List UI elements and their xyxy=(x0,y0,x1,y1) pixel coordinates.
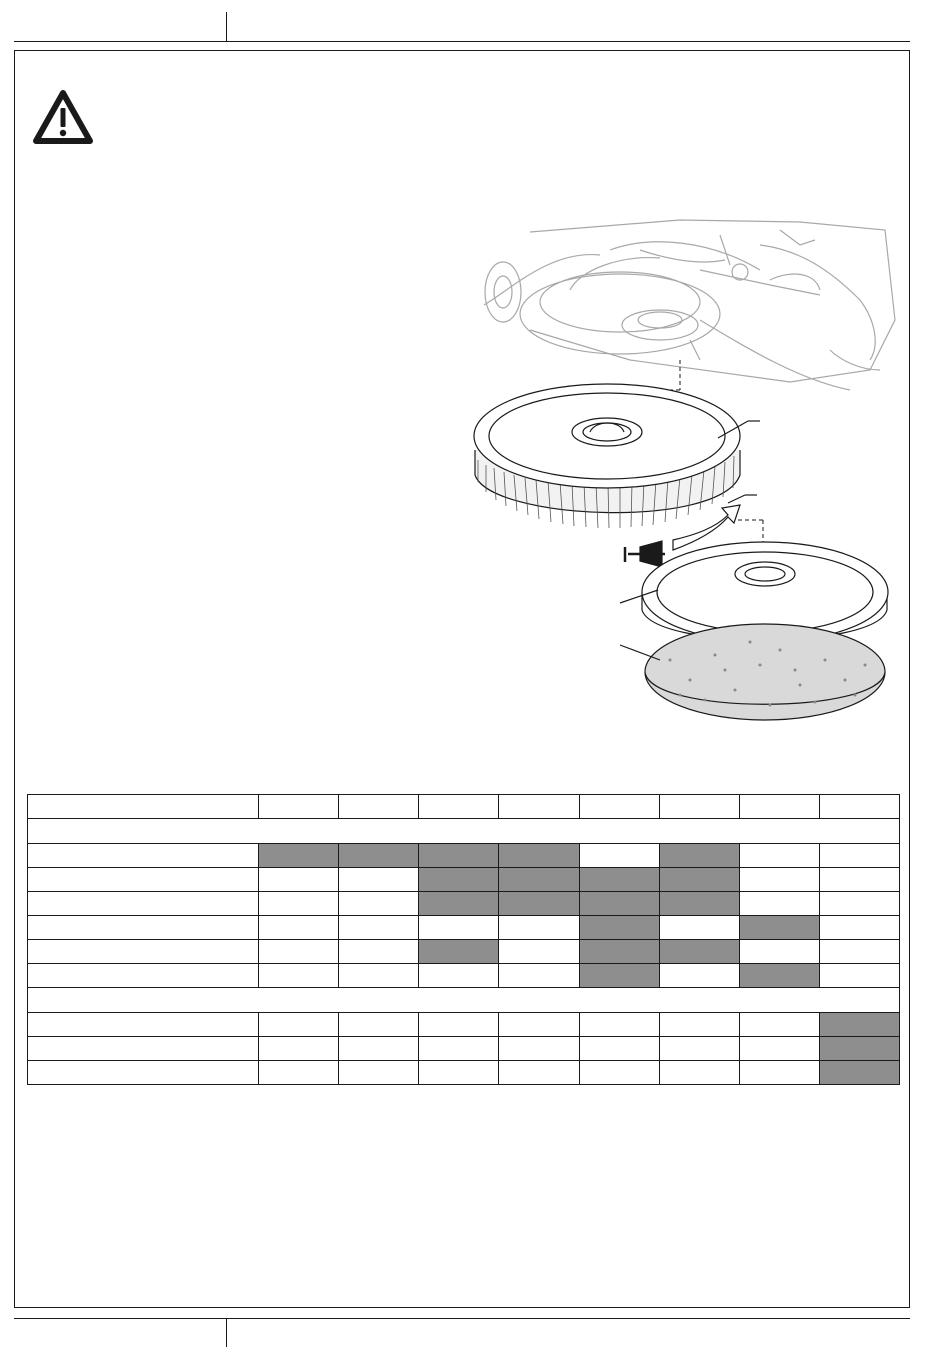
table-cell xyxy=(819,868,899,892)
table-cell xyxy=(659,1037,739,1061)
row-label-cell xyxy=(28,916,259,940)
header-rule xyxy=(14,41,910,42)
table-cell xyxy=(579,795,659,819)
table-cell-marked xyxy=(819,1037,899,1061)
table-cell xyxy=(419,1037,499,1061)
table-cell xyxy=(579,1061,659,1085)
table-row xyxy=(28,844,900,868)
table-cell xyxy=(339,892,419,916)
table-cell xyxy=(739,1037,819,1061)
table-cell xyxy=(339,1061,419,1085)
row-label-cell xyxy=(28,1061,259,1085)
table-cell-marked xyxy=(419,940,499,964)
table-cell-marked xyxy=(419,892,499,916)
table-cell xyxy=(499,916,579,940)
table-cell-marked xyxy=(499,868,579,892)
table-cell-marked xyxy=(659,892,739,916)
table-cell xyxy=(259,892,339,916)
table-cell xyxy=(339,964,419,988)
table-cell xyxy=(259,916,339,940)
table-row xyxy=(28,916,900,940)
table-cell xyxy=(659,916,739,940)
table-cell-marked xyxy=(579,868,659,892)
table-section-row xyxy=(28,819,900,844)
header-divider xyxy=(226,12,227,41)
table-row xyxy=(28,940,900,964)
footer-divider xyxy=(226,1318,227,1347)
table-cell xyxy=(819,916,899,940)
table-cell xyxy=(819,892,899,916)
table-cell xyxy=(499,795,579,819)
table-cell xyxy=(659,1061,739,1085)
table-cell-marked xyxy=(579,940,659,964)
table-cell xyxy=(579,1013,659,1037)
row-label-cell xyxy=(28,892,259,916)
section-header-cell xyxy=(28,819,900,844)
row-label-cell xyxy=(28,940,259,964)
pad xyxy=(645,624,885,720)
row-label-cell xyxy=(28,964,259,988)
table-cell-marked xyxy=(659,940,739,964)
table-cell xyxy=(259,964,339,988)
row-label-cell xyxy=(28,844,259,868)
brush-installation-illustration xyxy=(470,210,910,740)
table-section-row xyxy=(28,988,900,1013)
warning-triangle-icon xyxy=(32,88,94,146)
table-cell-marked xyxy=(819,1013,899,1037)
table-cell xyxy=(499,1061,579,1085)
table-cell-marked xyxy=(659,844,739,868)
table-cell xyxy=(659,1013,739,1037)
table-cell xyxy=(259,1037,339,1061)
table-cell xyxy=(579,844,659,868)
table-cell xyxy=(259,1013,339,1037)
table-cell xyxy=(579,1037,659,1061)
pad-callout xyxy=(620,645,660,660)
table-cell xyxy=(419,1013,499,1037)
table-cell xyxy=(499,964,579,988)
table-row xyxy=(28,964,900,988)
table-cell-marked xyxy=(579,892,659,916)
table-row xyxy=(28,892,900,916)
table-cell-marked xyxy=(419,868,499,892)
table-cell xyxy=(259,1061,339,1085)
table-cell xyxy=(659,795,739,819)
table-cell xyxy=(739,892,819,916)
footer-rule xyxy=(14,1318,910,1319)
row-label-cell xyxy=(28,1013,259,1037)
table-cell xyxy=(819,964,899,988)
machine-deck xyxy=(484,220,895,390)
table-cell-marked xyxy=(659,868,739,892)
row-label-cell xyxy=(28,1037,259,1061)
row-label-cell xyxy=(28,795,259,819)
table-cell xyxy=(739,868,819,892)
table-cell xyxy=(739,1061,819,1085)
table-cell xyxy=(339,795,419,819)
brush-application-table xyxy=(27,794,900,1085)
table-cell xyxy=(739,940,819,964)
table-cell xyxy=(819,940,899,964)
table-cell xyxy=(339,916,419,940)
table-header-row xyxy=(28,795,900,819)
table-cell xyxy=(259,940,339,964)
table-row xyxy=(28,868,900,892)
table-cell-marked xyxy=(259,844,339,868)
table-cell xyxy=(499,1037,579,1061)
table-cell xyxy=(659,964,739,988)
table-cell xyxy=(259,868,339,892)
row-label-cell xyxy=(28,868,259,892)
table-cell xyxy=(259,795,339,819)
table-row xyxy=(28,1037,900,1061)
table-cell-marked xyxy=(579,964,659,988)
section-header-cell xyxy=(28,988,900,1013)
table-cell xyxy=(739,1013,819,1037)
table-cell xyxy=(739,844,819,868)
table-cell xyxy=(819,844,899,868)
table-cell-marked xyxy=(499,892,579,916)
table-cell-marked xyxy=(739,916,819,940)
table-cell-marked xyxy=(579,916,659,940)
table-cell xyxy=(499,1013,579,1037)
table-cell-marked xyxy=(819,1061,899,1085)
table-cell-marked xyxy=(419,844,499,868)
table-cell xyxy=(419,916,499,940)
table-cell xyxy=(739,795,819,819)
table-cell xyxy=(419,1061,499,1085)
table-cell xyxy=(339,1037,419,1061)
brush xyxy=(474,384,740,528)
table-row xyxy=(28,1013,900,1037)
table-cell xyxy=(419,795,499,819)
table-cell xyxy=(419,964,499,988)
table-cell xyxy=(499,940,579,964)
table-cell xyxy=(339,1013,419,1037)
table-cell xyxy=(339,868,419,892)
table-cell xyxy=(819,795,899,819)
table-cell xyxy=(339,940,419,964)
table-row xyxy=(28,1061,900,1085)
table-cell-marked xyxy=(339,844,419,868)
table-cell-marked xyxy=(499,844,579,868)
table-cell-marked xyxy=(739,964,819,988)
